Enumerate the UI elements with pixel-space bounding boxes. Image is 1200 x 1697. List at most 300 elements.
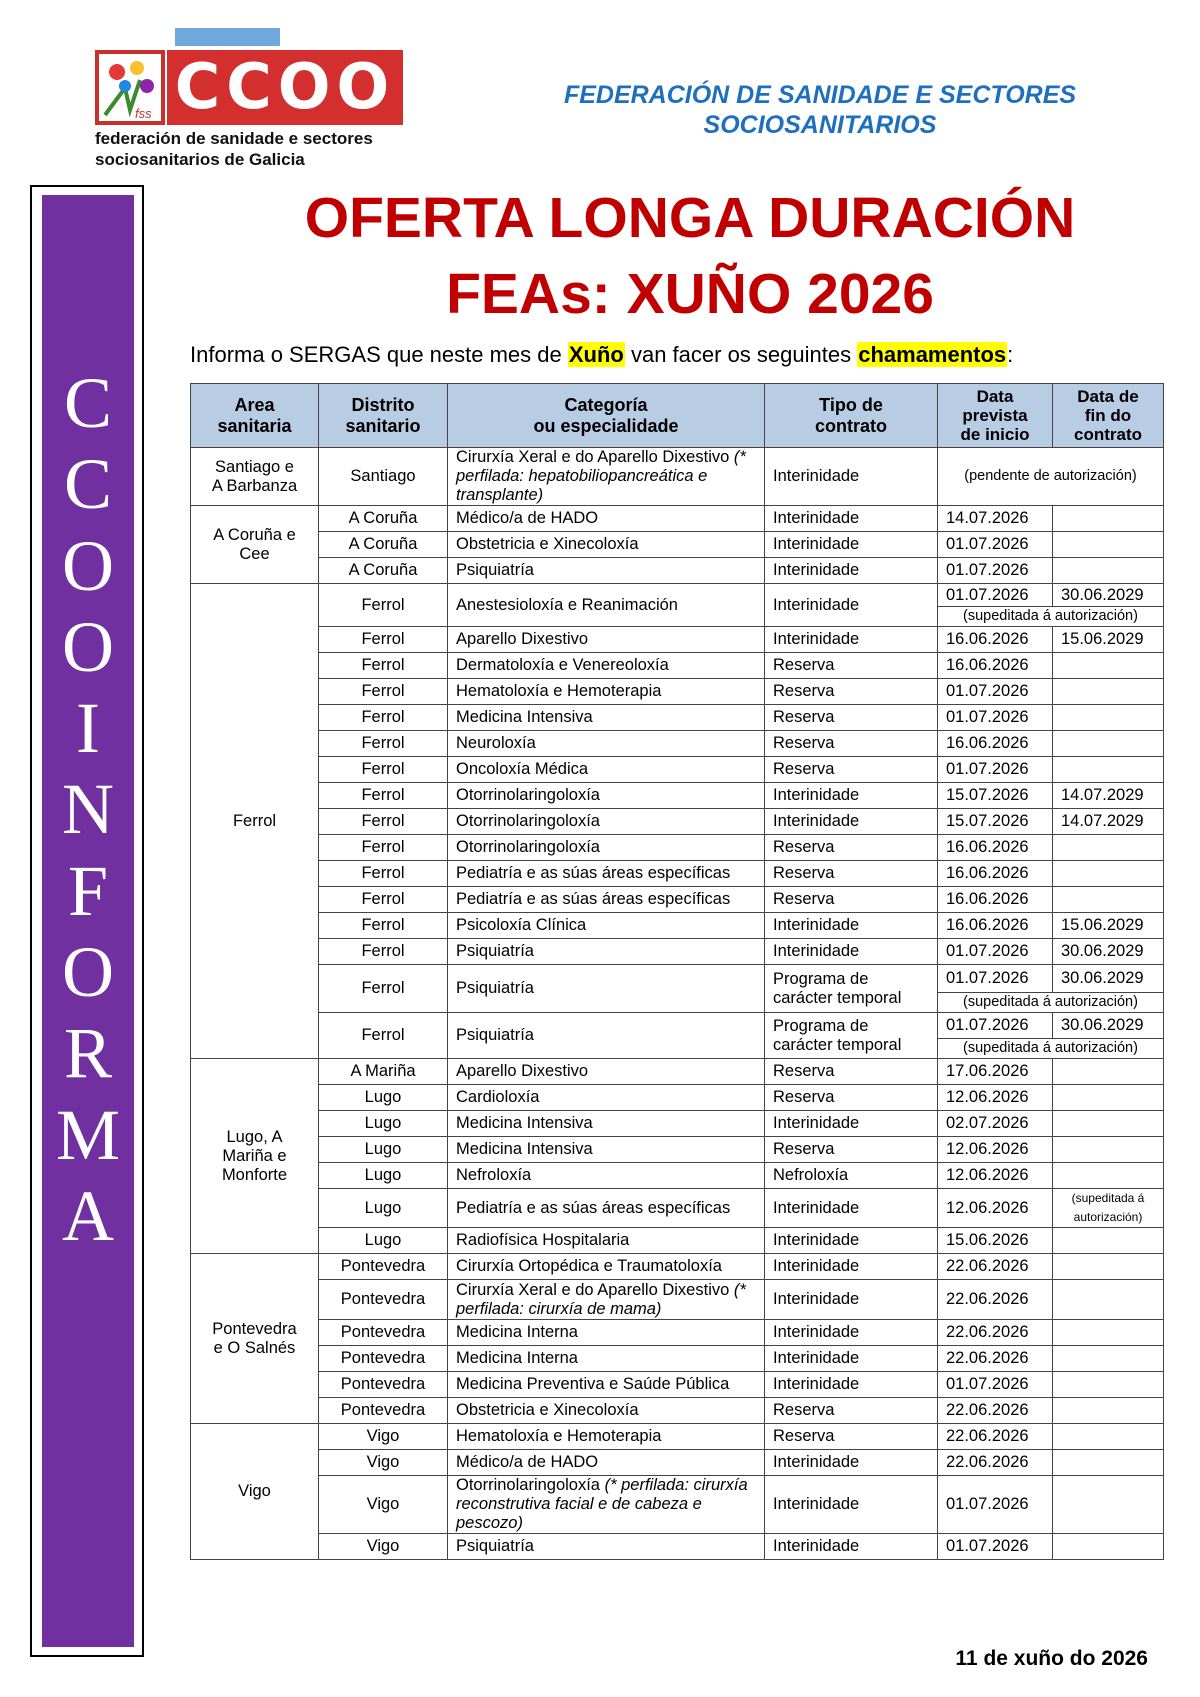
sidebar-letter: R: [63, 1013, 113, 1094]
cell-categoria: [448, 1398, 765, 1424]
cell-categoria: [448, 1085, 765, 1111]
cell-note: (supeditada á autorización): [938, 993, 1164, 1013]
cell-distrito: A Coruña: [319, 558, 448, 584]
cell-distrito: Ferrol: [319, 757, 448, 783]
cell-fin: [1053, 861, 1164, 887]
cell-fin: [1053, 653, 1164, 679]
cell-tipo: Programa de carácter temporal: [765, 965, 938, 1013]
table-row: [191, 861, 1164, 887]
cell-tipo: Reserva: [765, 835, 938, 861]
cell-tipo: Reserva: [765, 731, 938, 757]
cell-tipo: Reserva: [765, 1398, 938, 1424]
cell-categoria: [448, 558, 765, 584]
federation-line-1: FEDERACIÓN DE SANIDADE E SECTORES: [563, 81, 1077, 109]
cell-tipo: Interinidade: [765, 939, 938, 965]
cell-inicio: 16.06.2026: [938, 731, 1053, 757]
sidebar-ccoo-informa: [42, 195, 134, 1647]
table-row: [191, 731, 1164, 757]
cell-distrito: Pontevedra: [319, 1346, 448, 1372]
cell-categoria: [448, 584, 765, 627]
cell-fin: 14.07.2029: [1053, 783, 1164, 809]
table-row: [191, 1228, 1164, 1254]
cell-tipo: Interinidade: [765, 448, 938, 506]
cell-inicio: 01.07.2026: [938, 532, 1053, 558]
area-line: A Barbanza: [211, 476, 298, 495]
table-row: [191, 1450, 1164, 1476]
cell-inicio: 16.06.2026: [938, 653, 1053, 679]
intro-part-1: Informa o SERGAS que neste mes de: [190, 342, 568, 367]
cell-area: [191, 1059, 319, 1254]
categoria-text: Hematoloxía e Hemoterapia: [456, 1427, 662, 1445]
categoria-text: Psicoloxía Clínica: [456, 916, 587, 934]
cell-categoria: [448, 1450, 765, 1476]
cell-inicio: 22.06.2026: [938, 1398, 1053, 1424]
cell-fin: [1053, 1111, 1164, 1137]
categoria-text: Médico/a de HADO: [456, 1453, 599, 1471]
table-row: [191, 1254, 1164, 1280]
intro-highlight-month: Xuño: [568, 342, 624, 367]
cell-inicio: 01.07.2026: [938, 584, 1053, 607]
cell-inicio: 17.06.2026: [938, 1059, 1053, 1085]
table-body: [191, 448, 1164, 1560]
cell-fin: [1053, 1228, 1164, 1254]
header-area: Area sanitaria: [191, 384, 319, 448]
categoria-text: Otorrinolaringoloxía: [456, 786, 600, 804]
cell-fin: [1053, 757, 1164, 783]
cell-distrito: Pontevedra: [319, 1320, 448, 1346]
sidebar-letter: I: [76, 688, 100, 769]
table-row: [191, 1320, 1164, 1346]
categoria-text: Pediatría e as súas áreas específicas: [456, 1198, 731, 1217]
cell-tipo: Interinidade: [765, 1189, 938, 1228]
cell-distrito: Lugo: [319, 1137, 448, 1163]
cell-distrito: Pontevedra: [319, 1398, 448, 1424]
cell-distrito: Ferrol: [319, 861, 448, 887]
cell-inicio: 15.06.2026: [938, 1228, 1053, 1254]
cell-distrito: A Mariña: [319, 1059, 448, 1085]
cell-inicio: 22.06.2026: [938, 1320, 1053, 1346]
cell-inicio: 16.06.2026: [938, 861, 1053, 887]
cell-distrito: Ferrol: [319, 783, 448, 809]
cell-tipo: Nefroloxía: [765, 1163, 938, 1189]
cell-inicio: 01.07.2026: [938, 939, 1053, 965]
cell-categoria: [448, 1111, 765, 1137]
page-title-line-2: FEAs: XUÑO 2026: [446, 262, 934, 326]
cell-categoria: [448, 1476, 765, 1534]
cell-distrito: Vigo: [319, 1534, 448, 1560]
categoria-text: Medicina Interna: [456, 1323, 578, 1341]
area-line: Lugo, A: [226, 1127, 283, 1146]
org-line-2: sociosanitarios de Galicia: [95, 150, 305, 169]
cell-fin: 15.06.2029: [1053, 627, 1164, 653]
cell-tipo: Interinidade: [765, 1534, 938, 1560]
cell-inicio: 01.07.2026: [938, 705, 1053, 731]
cell-categoria: [448, 1228, 765, 1254]
categoria-text: Psiquiatría: [456, 561, 534, 579]
categoria-text: Otorrinolaringoloxía: [456, 1476, 600, 1494]
cell-note: (supeditada á autorización): [938, 607, 1164, 627]
cell-tipo: Interinidade: [765, 1254, 938, 1280]
cell-distrito: Vigo: [319, 1424, 448, 1450]
cell-distrito: Pontevedra: [319, 1280, 448, 1320]
cell-categoria: [448, 627, 765, 653]
table-row: [191, 809, 1164, 835]
logo-brand: [167, 50, 403, 125]
cell-fin: [1053, 532, 1164, 558]
cell-categoria: [448, 679, 765, 705]
cell-distrito: Ferrol: [319, 731, 448, 757]
table-row: [191, 705, 1164, 731]
footer-date: 11 de xuño do 2026: [955, 1647, 1148, 1670]
table-row: [191, 783, 1164, 809]
cell-inicio: 22.06.2026: [938, 1450, 1053, 1476]
categoria-text: Psiquiatría: [456, 1026, 534, 1044]
cell-tipo: Interinidade: [765, 1476, 938, 1534]
table-row: [191, 532, 1164, 558]
cell-fin: [1053, 679, 1164, 705]
table-row: [191, 1189, 1164, 1228]
logo-blue-bar: [175, 28, 280, 46]
categoria-text: Medicina Intensiva: [456, 1114, 593, 1132]
cell-tipo: Reserva: [765, 679, 938, 705]
cell-fin: 30.06.2029: [1053, 965, 1164, 993]
cell-fin: [1053, 705, 1164, 731]
categoria-text: Pediatría e as súas áreas específicas: [456, 890, 731, 908]
cell-area: [191, 584, 319, 1059]
table-row: [191, 965, 1164, 993]
cell-categoria: [448, 653, 765, 679]
categoria-text: Aparello Dixestivo: [456, 630, 589, 648]
cell-distrito: Lugo: [319, 1163, 448, 1189]
cell-distrito: Lugo: [319, 1085, 448, 1111]
table-row: [191, 1372, 1164, 1398]
cell-categoria: [448, 1280, 765, 1320]
cell-distrito: Ferrol: [319, 809, 448, 835]
cell-area: [191, 1424, 319, 1560]
table-row: [191, 1346, 1164, 1372]
cell-tipo: Interinidade: [765, 783, 938, 809]
sidebar-letter: O: [62, 606, 114, 687]
cell-distrito: Ferrol: [319, 705, 448, 731]
header-inicio: Data prevista de inicio: [938, 384, 1053, 448]
cell-tipo: Interinidade: [765, 913, 938, 939]
categoria-text: Hematoloxía e Hemoterapia: [456, 682, 662, 700]
org-line-1: federación de sanidade e sectores: [95, 129, 373, 148]
intro-highlight-calls: chamamentos: [858, 342, 1007, 367]
cell-inicio: 01.07.2026: [938, 558, 1053, 584]
cell-fin: [1053, 1085, 1164, 1111]
cell-categoria: [448, 757, 765, 783]
cell-categoria: [448, 1254, 765, 1280]
cell-fin: [1053, 1450, 1164, 1476]
cell-fin: 30.06.2029: [1053, 939, 1164, 965]
table-row: [191, 448, 1164, 506]
cell-fin: 14.07.2029: [1053, 809, 1164, 835]
cell-tipo: Reserva: [765, 757, 938, 783]
categoria-text: Obstetricia e Xinecoloxía: [456, 1401, 639, 1419]
categoria-text: Pediatría e as súas áreas específicas: [456, 864, 731, 882]
cell-inicio: 14.07.2026: [938, 506, 1053, 532]
cell-distrito: Ferrol: [319, 653, 448, 679]
cell-fin: [1053, 1424, 1164, 1450]
header-fin: Data de fin do contrato: [1053, 384, 1164, 448]
cell-categoria: [448, 1534, 765, 1560]
cell-tipo: Reserva: [765, 1085, 938, 1111]
cell-inicio: 12.06.2026: [938, 1085, 1053, 1111]
cell-categoria: [448, 506, 765, 532]
table-row: [191, 1059, 1164, 1085]
categoria-profile: (* perfilada: hepatobiliopancreática e transplante): [456, 448, 746, 504]
cell-fin: 30.06.2029: [1053, 1013, 1164, 1039]
flower-icon: [95, 50, 165, 125]
categoria-text: Cirurxía Xeral e do Aparello Dixestivo: [456, 1280, 730, 1299]
categoria-text: Medicina Interna: [456, 1349, 578, 1367]
cell-categoria: [448, 448, 765, 506]
categoria-text: Psiquiatría: [456, 1537, 534, 1555]
table-row: [191, 1163, 1164, 1189]
cell-distrito: Ferrol: [319, 835, 448, 861]
area-line: Santiago e: [215, 457, 294, 476]
cell-inicio: 22.06.2026: [938, 1346, 1053, 1372]
cell-tipo: Interinidade: [765, 809, 938, 835]
cell-fin: [1053, 558, 1164, 584]
categoria-text: Psiquiatría: [456, 979, 534, 997]
table-row: [191, 1013, 1164, 1039]
table-row: [191, 1085, 1164, 1111]
sidebar-letter: A: [62, 1175, 114, 1256]
cell-categoria: [448, 861, 765, 887]
cell-categoria: [448, 965, 765, 1013]
cell-fin: (supeditada á autorización): [1053, 1189, 1164, 1228]
header-tipo: Tipo de contrato: [765, 384, 938, 448]
cell-fin: [1053, 1059, 1164, 1085]
table-row: [191, 757, 1164, 783]
cell-fin: [1053, 835, 1164, 861]
cell-distrito: Santiago: [319, 448, 448, 506]
categoria-text: Medicina Intensiva: [456, 708, 593, 726]
table-row: [191, 913, 1164, 939]
sidebar-letter: F: [67, 850, 109, 931]
cell-tipo: Interinidade: [765, 1372, 938, 1398]
cell-categoria: [448, 1424, 765, 1450]
cell-tipo: Interinidade: [765, 584, 938, 627]
cell-fin: [1053, 1254, 1164, 1280]
cell-categoria: [448, 731, 765, 757]
cell-tipo: Interinidade: [765, 1280, 938, 1320]
table-row: [191, 1111, 1164, 1137]
intro-part-3: :: [1007, 342, 1014, 367]
cell-distrito: Lugo: [319, 1189, 448, 1228]
sidebar-letter: M: [55, 1094, 121, 1175]
table-row: [191, 1280, 1164, 1320]
offers-table: [190, 383, 1164, 1560]
cell-inicio: 01.07.2026: [938, 757, 1053, 783]
cell-fin: [1053, 731, 1164, 757]
cell-categoria: [448, 705, 765, 731]
ccoo-logo: [95, 28, 415, 168]
categoria-text: Anestesioloxía e Reanimación: [456, 595, 678, 614]
table-row: [191, 1476, 1164, 1534]
categoria-text: Cirurxía Ortopédica e Traumatoloxía: [456, 1257, 722, 1275]
cell-distrito: A Coruña: [319, 506, 448, 532]
cell-fin: [1053, 1280, 1164, 1320]
cell-inicio: 01.07.2026: [938, 1013, 1053, 1039]
cell-fin: [1053, 887, 1164, 913]
cell-distrito: A Coruña: [319, 532, 448, 558]
table-row: [191, 1137, 1164, 1163]
cell-inicio: 12.06.2026: [938, 1163, 1053, 1189]
cell-inicio: 12.06.2026: [938, 1189, 1053, 1228]
cell-distrito: Lugo: [319, 1111, 448, 1137]
table-row: [191, 1424, 1164, 1450]
area-line: Ferrol: [232, 811, 277, 830]
cell-categoria: [448, 783, 765, 809]
cell-categoria: [448, 532, 765, 558]
cell-distrito: Ferrol: [319, 913, 448, 939]
categoria-text: Medicina Preventiva e Saúde Pública: [456, 1375, 730, 1393]
categoria-text: Obstetricia e Xinecoloxía: [456, 535, 639, 553]
categoria-text: Otorrinolaringoloxía: [456, 838, 600, 856]
cell-categoria: [448, 1189, 765, 1228]
table-row: [191, 653, 1164, 679]
cell-inicio: 16.06.2026: [938, 887, 1053, 913]
area-line: Vigo: [238, 1482, 271, 1500]
cell-inicio: 16.06.2026: [938, 913, 1053, 939]
sidebar-letter: C: [63, 444, 113, 525]
cell-fin: [1053, 1346, 1164, 1372]
cell-tipo: Interinidade: [765, 506, 938, 532]
cell-distrito: Pontevedra: [319, 1372, 448, 1398]
cell-fin: [1053, 1320, 1164, 1346]
cell-categoria: [448, 939, 765, 965]
cell-tipo: Reserva: [765, 861, 938, 887]
cell-categoria: [448, 913, 765, 939]
federation-name: [520, 80, 1120, 140]
intro-text: [190, 341, 1013, 369]
cell-tipo: Interinidade: [765, 1228, 938, 1254]
cell-distrito: Ferrol: [319, 1013, 448, 1059]
cell-fin: 30.06.2029: [1053, 584, 1164, 607]
cell-distrito: Ferrol: [319, 887, 448, 913]
header-categoria: Categoría ou especialidade: [448, 384, 765, 448]
categoria-text: Cirurxía Xeral e do Aparello Dixestivo: [456, 448, 730, 466]
cell-categoria: [448, 1163, 765, 1189]
cell-fin: [1053, 1534, 1164, 1560]
cell-tipo: Interinidade: [765, 532, 938, 558]
categoria-text: Otorrinolaringoloxía: [456, 812, 600, 830]
cell-inicio: 22.06.2026: [938, 1254, 1053, 1280]
cell-fin: [1053, 1163, 1164, 1189]
categoria-text: Cardioloxía: [456, 1088, 540, 1106]
area-line: Monforte: [221, 1165, 288, 1184]
categoria-text: Nefroloxía: [456, 1166, 532, 1184]
cell-distrito: Ferrol: [319, 965, 448, 1013]
cell-inicio: 01.07.2026: [938, 679, 1053, 705]
cell-categoria: [448, 1059, 765, 1085]
table-row: [191, 939, 1164, 965]
cell-categoria: [448, 1137, 765, 1163]
cell-distrito: Vigo: [319, 1450, 448, 1476]
sidebar-letter: C: [63, 363, 113, 443]
cell-fin: [1053, 1476, 1164, 1534]
cell-tipo: Reserva: [765, 887, 938, 913]
cell-inicio: 12.06.2026: [938, 1137, 1053, 1163]
table-row: [191, 679, 1164, 705]
cell-tipo: Interinidade: [765, 1111, 938, 1137]
table-row: [191, 835, 1164, 861]
categoria-text: Oncoloxía Médica: [456, 760, 589, 778]
cell-tipo: Programa de carácter temporal: [765, 1013, 938, 1059]
logo-sub-text: fss: [135, 106, 152, 121]
cell-inicio: 16.06.2026: [938, 835, 1053, 861]
table-header-row: [191, 384, 1164, 448]
cell-categoria: [448, 835, 765, 861]
org-name: [95, 128, 415, 170]
cell-distrito: Lugo: [319, 1228, 448, 1254]
cell-inicio: 16.06.2026: [938, 627, 1053, 653]
cell-distrito: Ferrol: [319, 939, 448, 965]
categoria-profile: (* perfilada: cirurxía de mama): [456, 1280, 746, 1318]
sidebar-letter: O: [62, 932, 114, 1013]
categoria-text: Psiquiatría: [456, 942, 534, 960]
cell-area: [191, 448, 319, 506]
cell-tipo: Interinidade: [765, 627, 938, 653]
cell-distrito: Vigo: [319, 1476, 448, 1534]
cell-tipo: Interinidade: [765, 1450, 938, 1476]
table-row: [191, 1398, 1164, 1424]
cell-area: [191, 1254, 319, 1424]
cell-inicio: 15.07.2026: [938, 783, 1053, 809]
cell-fin: [1053, 1398, 1164, 1424]
federation-line-2: SOCIOSANITARIOS: [703, 111, 937, 139]
sidebar-letter: O: [62, 525, 114, 606]
cell-categoria: [448, 887, 765, 913]
categoria-text: Radiofísica Hospitalaria: [456, 1231, 630, 1249]
area-line: Mariña e: [222, 1146, 287, 1165]
cell-tipo: Reserva: [765, 653, 938, 679]
categoria-text: Médico/a de HADO: [456, 509, 599, 527]
cell-categoria: [448, 1372, 765, 1398]
area-line: e O Salnés: [213, 1338, 296, 1357]
cell-categoria: [448, 1013, 765, 1059]
cell-categoria: [448, 1320, 765, 1346]
categoria-profile: (* perfilada: cirurxía reconstrutiva facial e de cabeza e pescozo): [456, 1476, 748, 1532]
cell-inicio: 15.07.2026: [938, 809, 1053, 835]
cell-status: (pendente de autorización): [938, 448, 1164, 506]
categoria-text: Neuroloxía: [456, 734, 536, 752]
table-row: [191, 558, 1164, 584]
cell-tipo: Interinidade: [765, 1320, 938, 1346]
table-row: [191, 506, 1164, 532]
logo-text: CCOO: [174, 50, 396, 123]
cell-tipo: Reserva: [765, 1424, 938, 1450]
categoria-text: Dermatoloxía e Venereoloxía: [456, 656, 669, 674]
cell-inicio: 01.07.2026: [938, 1534, 1053, 1560]
cell-fin: 15.06.2029: [1053, 913, 1164, 939]
cell-tipo: Reserva: [765, 1059, 938, 1085]
cell-distrito: Ferrol: [319, 627, 448, 653]
cell-distrito: Ferrol: [319, 584, 448, 627]
area-line: Pontevedra: [212, 1319, 297, 1338]
area-line: A Coruña e: [213, 525, 296, 544]
cell-tipo: Reserva: [765, 1137, 938, 1163]
cell-fin: [1053, 1372, 1164, 1398]
cell-distrito: Ferrol: [319, 679, 448, 705]
cell-inicio: 01.07.2026: [938, 1372, 1053, 1398]
intro-part-2: van facer os seguintes: [624, 342, 858, 367]
cell-inicio: 22.06.2026: [938, 1424, 1053, 1450]
cell-fin: [1053, 506, 1164, 532]
